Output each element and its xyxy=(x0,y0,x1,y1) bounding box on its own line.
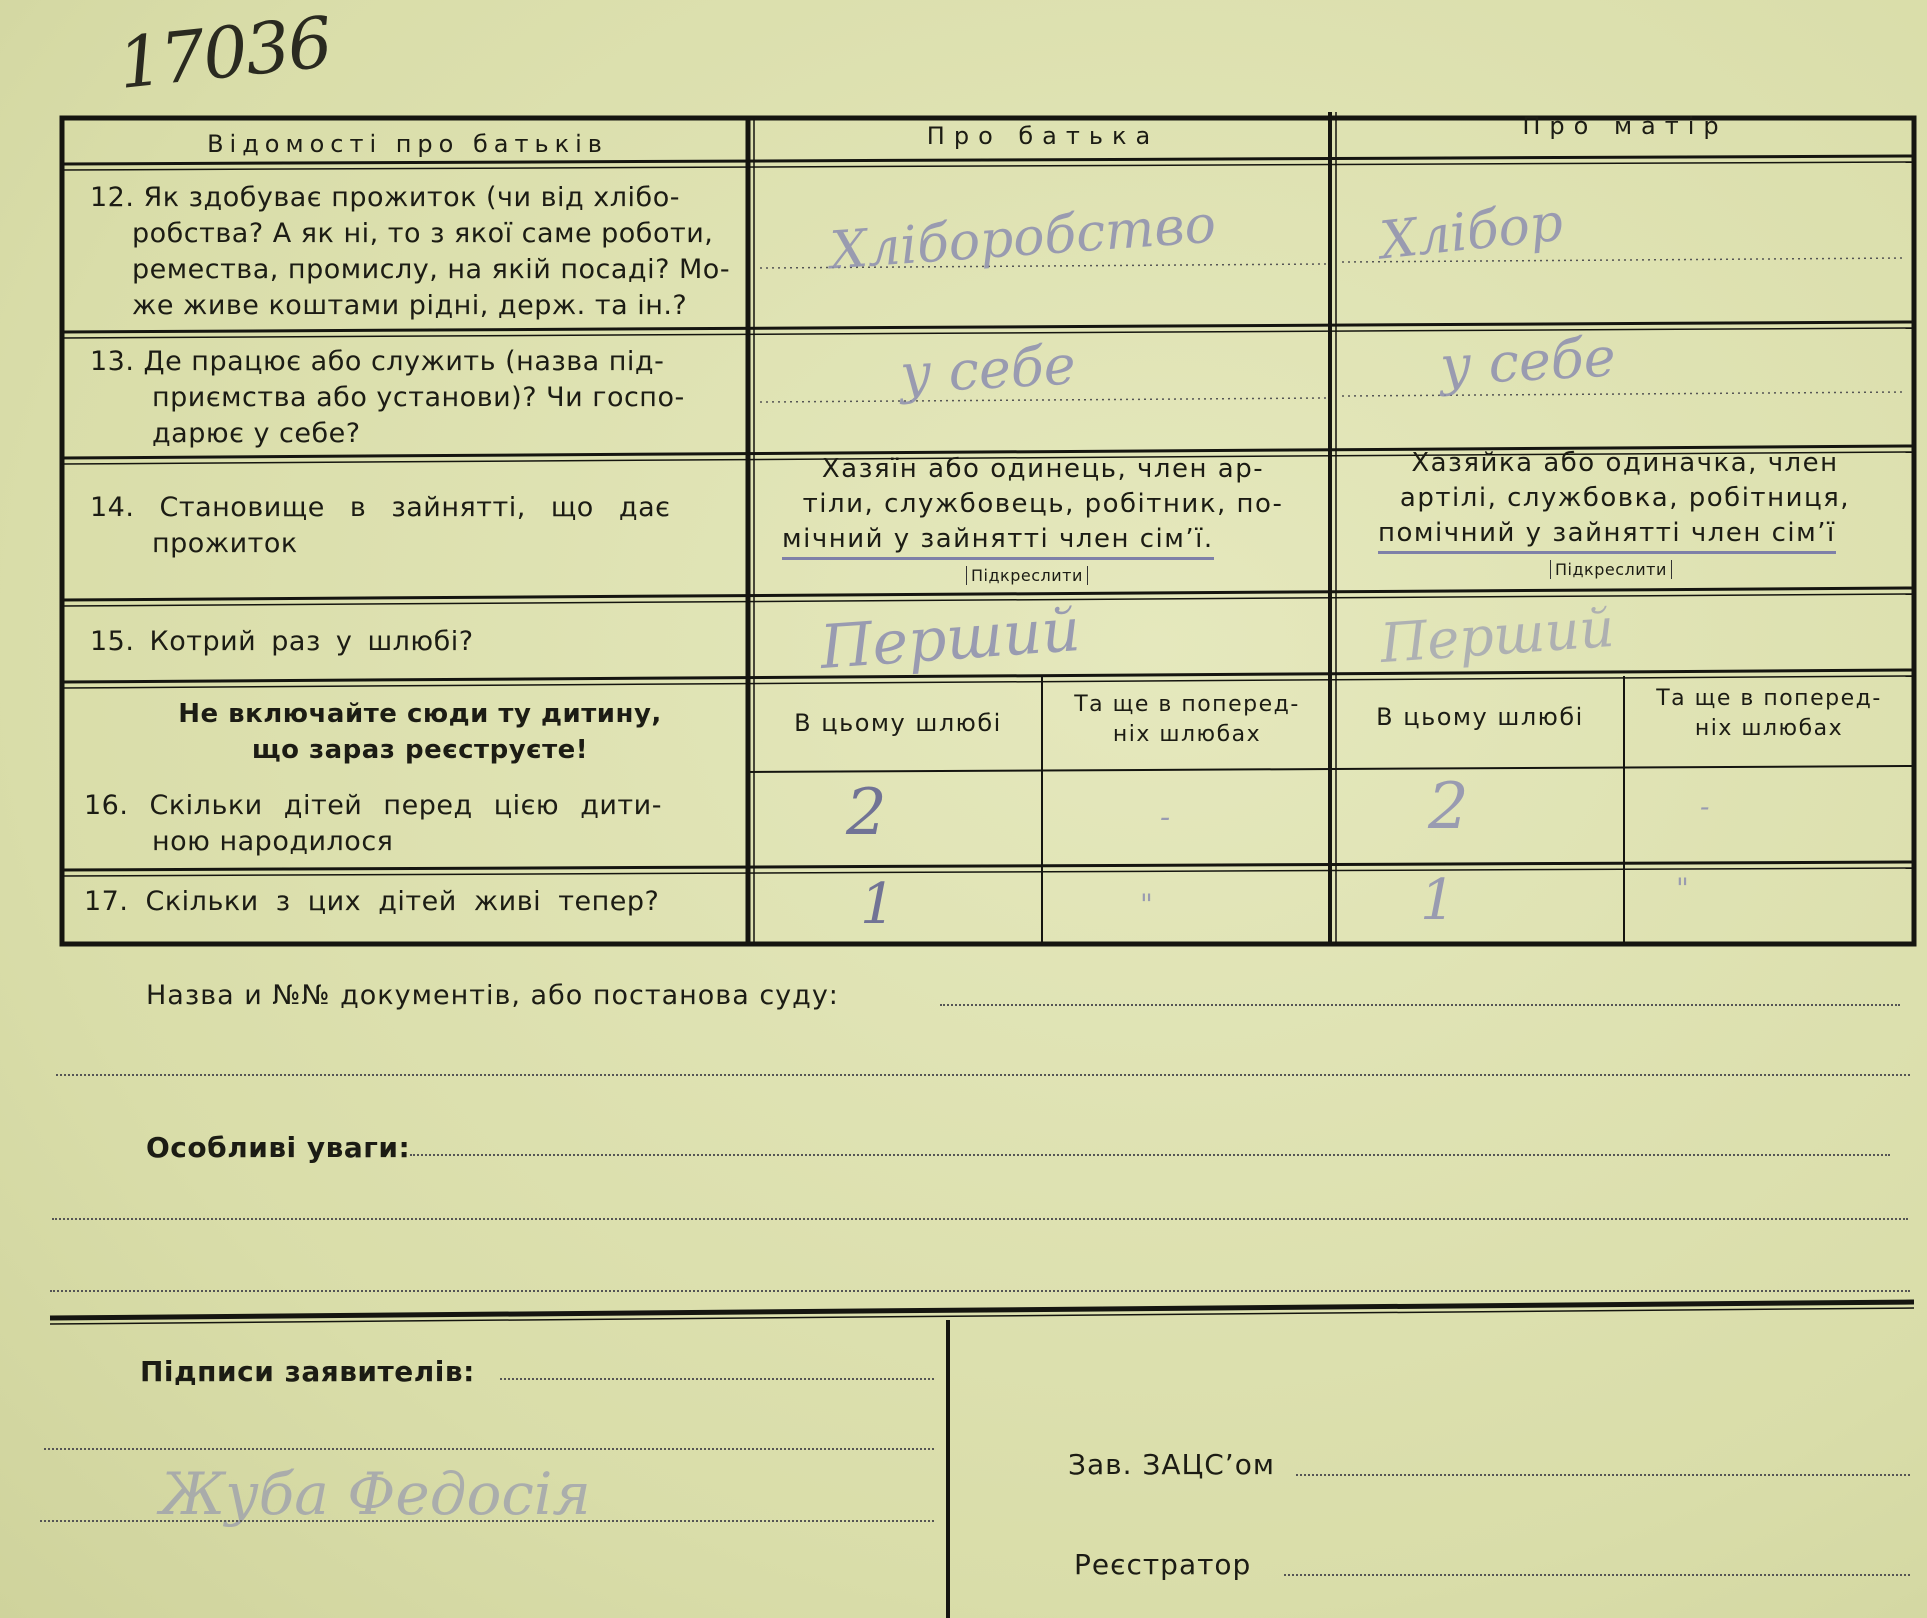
signatures-line-3 xyxy=(40,1520,934,1522)
q14-mother-option-line: артілі, службовка, робітниця, xyxy=(1399,483,1851,513)
q16-note-line: Не включайте сюди ту дитину, xyxy=(178,699,662,729)
head-signature-line xyxy=(1296,1474,1910,1476)
documents-line xyxy=(940,1004,1900,1006)
notes-line xyxy=(410,1154,1890,1156)
applicant-signature: Жуба Федосія xyxy=(160,1460,591,1528)
q16-mother-sub-this: В цьому шлюбі xyxy=(1376,703,1584,731)
q14-mother-option-line: Хазяйка або одиначка, член xyxy=(1411,448,1839,478)
q16-line: 16. Скільки дітей перед цією дити- xyxy=(84,790,662,821)
q14-father-option-line: Хазяїн або одинець, член ар- xyxy=(821,454,1265,484)
q17-father-prev: " xyxy=(1140,888,1153,921)
q12-line: же живе коштами рідні, держ. та ін.? xyxy=(132,290,688,321)
q16-note xyxy=(120,696,720,768)
q14-mother-options xyxy=(1342,446,1908,554)
q16-note-line: що зараз реєструєте! xyxy=(251,735,589,765)
q13-father-answer: у себе xyxy=(898,333,1078,406)
q16-mother-prev: - xyxy=(1700,790,1710,823)
q12-line: робства? А як ні, то з якої саме роботи, xyxy=(132,218,714,249)
notes-line-3 xyxy=(50,1290,1910,1292)
q12-mother-answer: Хлібор xyxy=(1377,192,1566,272)
documents-line-2 xyxy=(56,1074,1910,1076)
q15-mother-answer: Перший xyxy=(1378,595,1617,676)
q16-mother-sub-prev xyxy=(1628,684,1910,744)
notes-label: Особливі уваги: xyxy=(146,1131,411,1164)
q15-father-answer: Перший xyxy=(817,595,1083,683)
q16-father-sub-prev xyxy=(1046,690,1328,750)
q12-father-answer: Хліборобство xyxy=(828,194,1218,282)
q16-mother-this: 2 xyxy=(1428,770,1469,844)
head-label: Зав. ЗАЦС’ом xyxy=(1068,1448,1275,1481)
q14-father-underline-note: Підкреслити xyxy=(966,566,1088,585)
q12-line: 12. Як здобуває прожиток (чи від хлібо- xyxy=(90,182,680,213)
q17-mother-prev: " xyxy=(1676,872,1689,905)
q16-label xyxy=(84,788,744,860)
q14-father-options xyxy=(762,452,1324,560)
q16-father-this: 2 xyxy=(846,776,887,850)
q14-line: 14. Становище в зайнятті, що дає xyxy=(90,492,671,523)
q17-mother-this: 1 xyxy=(1420,868,1456,933)
q17-label: 17. Скільки з цих дітей живі тепер? xyxy=(84,886,660,917)
signatures-label: Підписи заявителів: xyxy=(140,1355,475,1388)
registrar-signature-line xyxy=(1284,1574,1910,1576)
q14-father-option-line: тіли, службовець, робітник, по- xyxy=(802,489,1284,519)
q14-line: прожиток xyxy=(152,528,298,559)
q16-father-sub-this: В цьому шлюбі xyxy=(794,709,1002,737)
header-mother-col: Про матір xyxy=(1522,112,1728,140)
archive-number: 17036 xyxy=(114,1,335,105)
q13-line: дарює у себе? xyxy=(152,418,361,449)
notes-line-2 xyxy=(52,1218,1908,1220)
q16-sub-prev-line: Та ще в поперед- xyxy=(1074,692,1300,717)
q13-line: 13. Де працює або служить (назва під- xyxy=(90,346,665,377)
q13-label xyxy=(90,344,740,452)
q17-father-this: 1 xyxy=(860,872,896,937)
header-father-col: Про батька xyxy=(926,122,1160,150)
q12-line: ремества, промислу, на якій посаді? Мо- xyxy=(132,254,731,285)
q13-line: приємства або установи)? Чи госпо- xyxy=(152,382,685,413)
documents-label: Назва и №№ документів, або постанова суду: xyxy=(146,980,839,1011)
q14-father-option-line: мічний у зайнятті член сім’ї. xyxy=(782,522,1214,560)
registrar-label: Реєстратор xyxy=(1074,1548,1252,1581)
signatures-line-2 xyxy=(44,1448,934,1450)
q14-mother-option-line: помічний у зайнятті член сім’ї xyxy=(1378,516,1836,554)
q13-mother-answer: у себе xyxy=(1438,325,1618,398)
q16-line: ною народилося xyxy=(152,826,394,857)
signatures-line xyxy=(500,1378,934,1380)
q14-label xyxy=(90,490,740,562)
q14-mother-underline-note: Підкреслити xyxy=(1550,560,1672,579)
header-info-col: Відомості про батьків xyxy=(207,130,608,158)
q16-sub-prev-line: ніх шлюбах xyxy=(1694,716,1844,741)
q16-sub-prev-line: ніх шлюбах xyxy=(1112,722,1262,747)
q12-label xyxy=(90,180,740,324)
q16-sub-prev-line: Та ще в поперед- xyxy=(1656,686,1882,711)
q15-label: 15. Котрий раз у шлюбі? xyxy=(90,626,474,657)
q16-father-prev: - xyxy=(1160,800,1171,835)
